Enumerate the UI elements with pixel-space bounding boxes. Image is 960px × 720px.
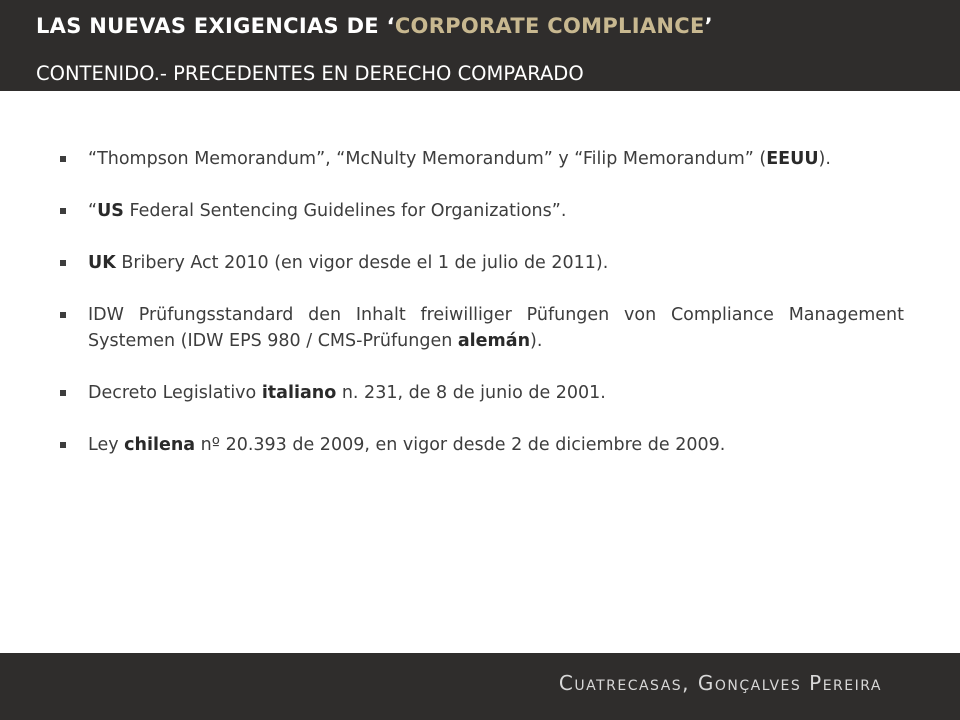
bullet-text: nº 20.393 de 2009, en vigor desde 2 de diciembre de 2009. xyxy=(195,435,726,455)
bullet-item xyxy=(58,250,904,276)
bullet-text: Bribery Act 2010 (en vigor desde el 1 de julio de 2011). xyxy=(115,253,609,273)
bullet-text: ). xyxy=(818,149,831,169)
title-suffix: ’ xyxy=(704,14,713,38)
bullet-text: n. 231, de 8 de junio de 2001. xyxy=(336,383,606,403)
bullet-item xyxy=(58,432,904,458)
bullet-emphasis: chilena xyxy=(124,435,196,455)
square-bullet-icon xyxy=(60,390,66,396)
bullet-text: IDW Prüfungsstandard den Inhalt freiwilliger Püfungen von Compliance Management Systemen (IDW EPS 980 / CMS-Prüfungen xyxy=(88,305,904,351)
title-accent: CORPORATE COMPLIANCE xyxy=(394,14,705,38)
bullet-item xyxy=(58,198,904,224)
bullet-text: “Thompson Memorandum”, “McNulty Memorandum” y “Filip Memorandum” ( xyxy=(88,149,767,169)
slide-title xyxy=(36,14,713,38)
bullet-text: ). xyxy=(530,331,543,351)
bullet-text: “ xyxy=(88,201,98,221)
bullet-text: Decreto Legislativo xyxy=(88,383,262,403)
header-bar xyxy=(0,0,960,91)
square-bullet-icon xyxy=(60,312,66,318)
bullet-emphasis: EEUU xyxy=(766,149,819,169)
square-bullet-icon xyxy=(60,156,66,162)
title-prefix: LAS NUEVAS EXIGENCIAS DE ‘ xyxy=(36,14,395,38)
bullet-text: Ley xyxy=(88,435,125,455)
square-bullet-icon xyxy=(60,260,66,266)
bullet-emphasis: UK xyxy=(88,253,116,273)
bullet-list xyxy=(58,146,904,458)
square-bullet-icon xyxy=(60,208,66,214)
bullet-item xyxy=(58,380,904,406)
bullet-emphasis: italiano xyxy=(261,383,337,403)
slide-subtitle: CONTENIDO.- PRECEDENTES EN DERECHO COMPARADO xyxy=(36,62,584,85)
brand-logo-text: Cuatrecasas, Gonçalves Pereira xyxy=(558,671,882,695)
footer-bar xyxy=(0,653,960,720)
bullet-item xyxy=(58,146,904,172)
bullet-emphasis: US xyxy=(97,201,124,221)
bullet-text: Federal Sentencing Guidelines for Organizations”. xyxy=(123,201,567,221)
bullet-emphasis: alemán xyxy=(457,331,531,351)
square-bullet-icon xyxy=(60,442,66,448)
bullet-item xyxy=(58,302,904,354)
